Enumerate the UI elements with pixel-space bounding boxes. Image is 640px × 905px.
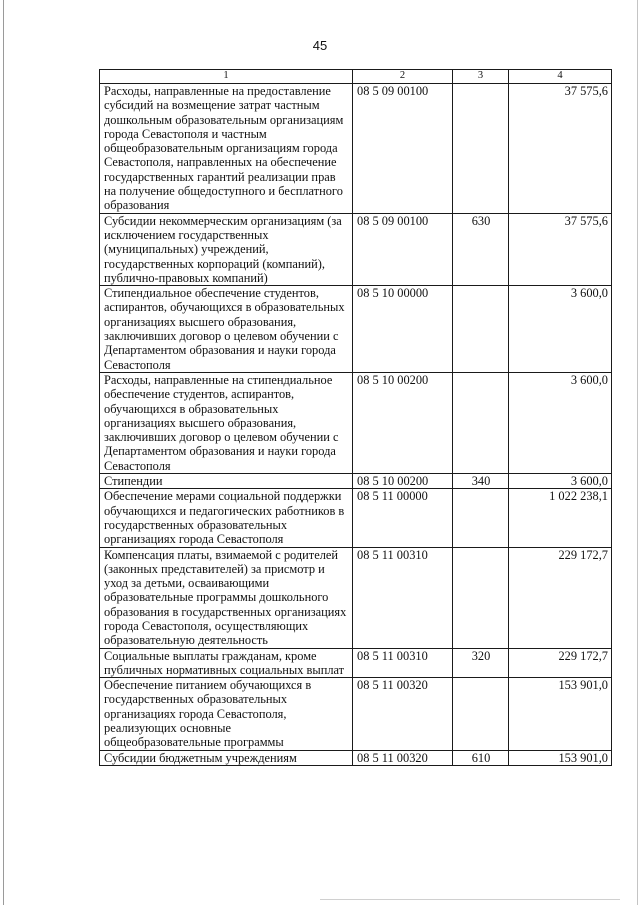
row-code: 08 5 11 00310 (353, 547, 453, 648)
row-code: 08 5 10 00200 (353, 372, 453, 473)
table-row (100, 489, 612, 547)
row-code: 08 5 11 00310 (353, 648, 453, 678)
row-code: 08 5 09 00100 (353, 84, 453, 214)
row-group (453, 372, 509, 473)
table-header-row (100, 70, 612, 84)
row-name: Субсидии некоммерческим организациям (за исключением государственных (муниципальных) учреждений, государственных корпораций (компаний), публично-правовых компаний) (100, 213, 353, 285)
row-code: 08 5 10 00000 (353, 286, 453, 373)
row-code: 08 5 10 00200 (353, 474, 453, 489)
table-row (100, 648, 612, 678)
table-row (100, 547, 612, 648)
row-group (453, 84, 509, 214)
table-row (100, 84, 612, 214)
column-header-code: 2 (353, 70, 453, 84)
row-name: Социальные выплаты гражданам, кроме публичных нормативных социальных выплат (100, 648, 353, 678)
row-group: 320 (453, 648, 509, 678)
row-amount: 37 575,6 (509, 213, 612, 285)
table-row (100, 750, 612, 765)
table-row (100, 286, 612, 373)
column-header-amount: 4 (509, 70, 612, 84)
scan-bottom-rule (320, 899, 620, 900)
row-amount: 153 901,0 (509, 678, 612, 750)
scan-right-edge (637, 0, 638, 905)
table-row (100, 474, 612, 489)
row-code: 08 5 11 00320 (353, 678, 453, 750)
row-name: Расходы, направленные на стипендиальное обеспечение студентов, аспирантов, обучающихся в образовательных организациях высшего образования, заключивших договор о целевом обучении с Департаментом образования и науки города Севастополя (100, 372, 353, 473)
row-name: Обеспечение питанием обучающихся в государственных образовательных организациях города Севастополя, реализующих основные общеобразовательные программы (100, 678, 353, 750)
column-header-name: 1 (100, 70, 353, 84)
row-name: Расходы, направленные на предоставление субсидий на возмещение затрат частным дошкольным образовательным организациям города Севастополя и частным общеобразовательным организациям города Севастополя, направленных на обеспечение государственных гарантий реализации прав на получение общедоступного и бесплатного образования (100, 84, 353, 214)
scan-left-edge (3, 0, 4, 905)
row-name: Обеспечение мерами социальной поддержки обучающихся и педагогических работников в государственных образовательных организациях города Севастополя (100, 489, 353, 547)
row-name: Стипендиальное обеспечение студентов, аспирантов, обучающихся в образовательных организациях высшего образования, заключивших договор о целевом обучении с Департаментом образования и науки города Севастополя (100, 286, 353, 373)
row-amount: 153 901,0 (509, 750, 612, 765)
row-name: Компенсация платы, взимаемой с родителей (законных представителей) за присмотр и уход за детьми, осваивающими образовательные программы дошкольного образования в государственных организациях города Севастополя, осуществляющих образовательную деятельность (100, 547, 353, 648)
row-group (453, 547, 509, 648)
row-group (453, 489, 509, 547)
row-name: Стипендии (100, 474, 353, 489)
table-row (100, 678, 612, 750)
row-code: 08 5 11 00320 (353, 750, 453, 765)
row-group: 340 (453, 474, 509, 489)
page-number: 45 (312, 38, 328, 53)
budget-table (99, 69, 612, 766)
row-amount: 37 575,6 (509, 84, 612, 214)
row-amount: 1 022 238,1 (509, 489, 612, 547)
row-amount: 3 600,0 (509, 474, 612, 489)
table-row (100, 372, 612, 473)
row-amount: 3 600,0 (509, 286, 612, 373)
row-group: 630 (453, 213, 509, 285)
row-code: 08 5 11 00000 (353, 489, 453, 547)
table-row (100, 213, 612, 285)
row-amount: 229 172,7 (509, 648, 612, 678)
row-group: 610 (453, 750, 509, 765)
row-code: 08 5 09 00100 (353, 213, 453, 285)
row-group (453, 286, 509, 373)
row-amount: 3 600,0 (509, 372, 612, 473)
row-name: Субсидии бюджетным учреждениям (100, 750, 353, 765)
row-group (453, 678, 509, 750)
row-amount: 229 172,7 (509, 547, 612, 648)
column-header-group: 3 (453, 70, 509, 84)
